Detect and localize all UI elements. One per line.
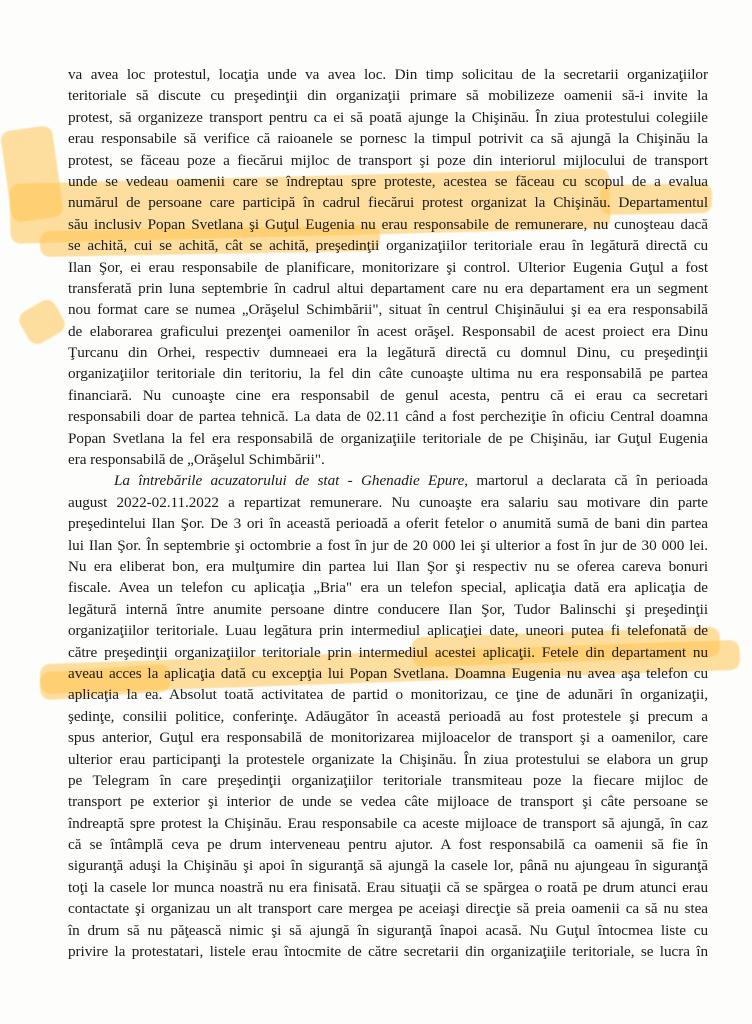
text-line: teritoriale să discute cu preşedinţii din organizaţii primare să mobilizeze oamenii să-i invite la — [68, 87, 708, 105]
text-line: protest, se făceau poze a fiecărui mijloc de transport şi poze din interiorul mijlocului de transport — [68, 151, 708, 169]
text-line: aplicaţia la ea. Absolut toată activitatea de partid o monitorizau, ce ţine de adunări în organizaţii, — [68, 686, 708, 704]
text-line: se achită, cui se achită, cât se achită, preşedinţii organizaţiilor teritoriale erau în legătură directă cu — [68, 237, 708, 255]
text-line: Ţurcanu din Orhei, respectiv dumneaei era la legătură directă cu domnul Dinu, cu preşedinţii — [68, 344, 708, 362]
text-line: spus anterior, Guţul era responsabilă de monitorizarea mijloacelor de transport şi a oamenilor, care — [68, 729, 708, 747]
paragraph-first-line — [68, 470, 708, 491]
text-line: toţi la casele lor munca noastră nu era finisată. Erau situaţii că se spărgea o roată pe drum atunci erau — [68, 878, 708, 896]
text-line: transport pe exterior şi interior de unde se vedea câte mijloace de transport şi câte persoane se — [68, 793, 708, 811]
text-line: numărul de persoane care participă în cadrul fiecărui protest organizat la Chişinău. Departamentul — [68, 194, 708, 212]
text-line: responsabili doar de partea tehnică. La data de 02.11 când a fost percheziţie în oficiu Central doamna — [68, 408, 708, 426]
text-fragment: , martorul a declarata că în perioada — [464, 472, 708, 490]
text-line: lui Ilan Şor. În septembrie şi octombrie a fost în jur de 20 000 lei şi ulterior a fost în jur de 30 000 lei. — [68, 536, 708, 554]
text-line: că se întâmplă ceva pe drum interveneau pentru ajutor. A fost responsabilă ca oamenii să fie în — [68, 836, 708, 854]
text-line: organizaţiilor teritoriale din teritoriu, la fel din câte cunoaşte ultima nu era responsabilă pe partea — [68, 365, 708, 383]
text-line: ulterior erau participanţi la protestele organizate la Chişinău. În ziua protestului se elabora un grup — [68, 750, 708, 768]
text-line: transferată prin luna septembrie în cadrul altui departament care nu era departament era un segment — [68, 279, 708, 297]
text-line: privire la protestatari, listele erau întocmite de către secretarii din organizaţiile teritoriale, se lucra în — [68, 943, 708, 961]
prosecutor-question-label: La întrebările acuzatorului de stat - Ghenadie Epure — [114, 472, 465, 490]
text-line: în drum să nu păţească nimic şi să ajungă în siguranţă înapoi acasă. Nu Guţul întocmea liste cu — [68, 921, 708, 939]
text-line: Popan Svetlana la fel era responsabilă de organizaţiile teritoriale de pe Chişinău, iar Guţul Eugenia — [68, 429, 708, 447]
text-line: erau responsabile să verifice că raioanele se pornesc la timpul potrivit ca să ajungă la Chişinău la — [68, 130, 708, 148]
text-line: Ilan Şor, ei erau responsabile de planificare, monitorizare şi control. Ulterior Eugenia Guţul a fost — [68, 258, 708, 276]
text-line: financiară. Nu cunoaşte cine era responsabil de genul acesta, pentru că ei erau ca secretari — [68, 386, 708, 404]
text-line: nou format care se numea „Orăşelul Schimbării", situat în centrul Chişinăului şi ea era responsabilă — [68, 301, 708, 319]
text-line: fiscale. Avea un telefon cu aplicaţia „Bria" era un telefon special, aplicaţia dată era aplicaţia de — [68, 579, 708, 597]
text-line: de elaborarea graficului prezenţei oamenilor în acest orăşel. Responsabil de acest proiect era Dinu — [68, 322, 708, 340]
text-line: îndreaptă spre protest la Chişinău. Erau responsabile ca aceste mijloace de transport să ajungă, în caz — [68, 814, 708, 832]
text-line: protest, să organizeze transport pentru ca ei să poată ajunge la Chişinău. În ziua protestului colegiile — [68, 108, 708, 126]
document-body — [68, 64, 708, 962]
text-line: Nu era eliberat bon, era mulţumire din partea lui Ilan Şor şi respectiv nu se oferea careva bonuri — [68, 557, 708, 575]
text-line: legătură internă între anumite persoane dintre conducere Ilan Şor, Tudor Balinschi şi preşedinţii — [68, 600, 708, 618]
text-line: august 2022-02.11.2022 a repartizat remunerare. Nu cunoaşte era salariu sau motivare din parte — [68, 493, 708, 511]
text-line: pe Telegram în care preşedinţii organizaţiilor teritoriale transmiteau poze la fiecare mijloc de — [68, 771, 708, 789]
text-line: şedinţe, consilii politice, conferinţe. Adăugător în această perioadă au fost protestele şi precum a — [68, 707, 708, 725]
text-line: era responsabilă de „Orăşelul Schimbării". — [68, 451, 325, 469]
text-line: aveau acces la aplicaţia dată cu excepţia lui Popan Svetlana. Doamna Eugenia nu avea aşa telefon cu — [68, 664, 708, 682]
text-line: siguranţă aduşi la Chişinău şi apoi în siguranţă să ajungă la casele lor, până nu ajungeau în siguranţă — [68, 857, 708, 875]
text-line: către preşedinţii organizaţiilor teritoriale prin intermediul acestei aplicaţii. Fetele din departament nu — [68, 643, 708, 661]
highlight-mark — [16, 296, 69, 347]
text-line: organizaţiilor teritoriale. Luau legătura prin intermediul aplicaţiei date, uneori putea fi telefonată de — [68, 622, 708, 640]
text-line: preşedintelui Ilan Şor. De 3 ori în această perioadă a oferit fetelor o anumită sumă de bani din partea — [68, 515, 708, 533]
text-line: contactate şi organizau un alt transport care mergea pe aceiaşi direcţie să preia oamenii ca să nu stea — [68, 900, 708, 918]
text-line: va avea loc protestul, locaţia unde va avea loc. Din timp solicitau de la secretarii organizaţiilor — [68, 66, 708, 83]
text-line: unde se vedeau oamenii care se îndreptau spre proteste, acestea se făceau cu scopul de a evalua — [68, 172, 708, 190]
text-line: său inclusiv Popan Svetlana şi Guţul Eugenia nu erau responsabile de remunerare, nu cunoşteau dacă — [68, 215, 708, 233]
